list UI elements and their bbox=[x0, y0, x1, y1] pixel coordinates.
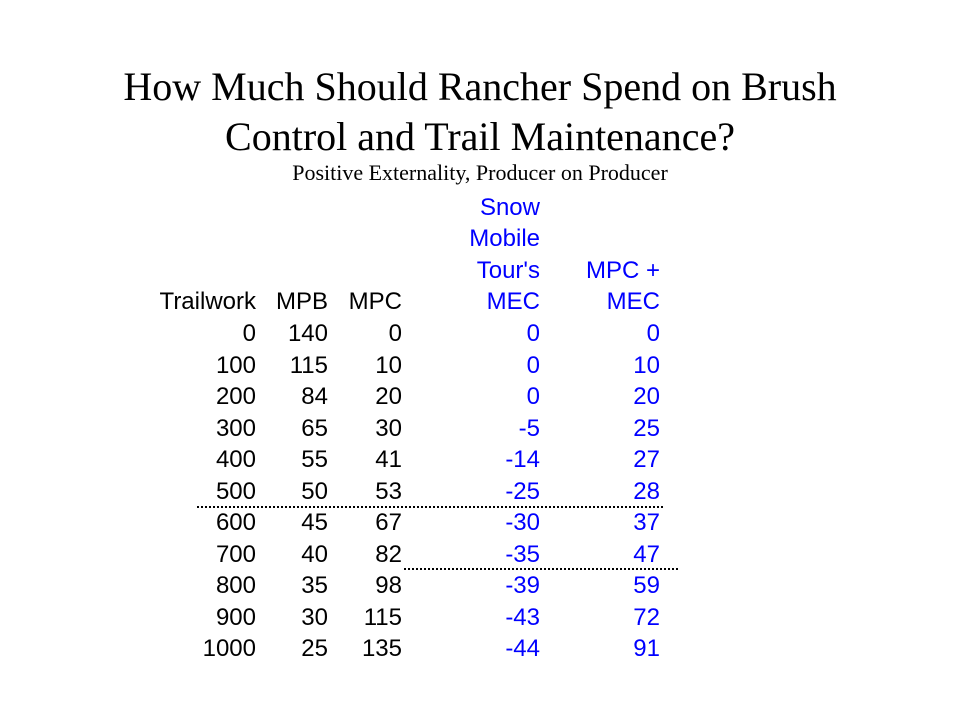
cell-mpc-plus-mec-row-7: 47 bbox=[633, 540, 660, 568]
cell-mpb-row-2: 84 bbox=[301, 383, 328, 410]
cell-mpb-row-3: 65 bbox=[301, 414, 328, 442]
cell-mpc-plus-mec-row-3: 25 bbox=[633, 414, 660, 442]
cell-mpc-row-5: 53 bbox=[375, 477, 402, 505]
cell-trailwork-row-1: 100 bbox=[215, 351, 256, 379]
cell-snow-mec-row-5: -25 bbox=[505, 477, 540, 505]
cell-trailwork-row-7: 700 bbox=[215, 540, 256, 568]
header-mpc-plus-mec-line-1: MPC + bbox=[585, 256, 660, 284]
cell-trailwork-row-9: 900 bbox=[215, 603, 256, 631]
cell-trailwork-row-10: 1000 bbox=[202, 635, 256, 662]
separator-line-optimum-private bbox=[197, 506, 663, 508]
cell-mpc-row-1: 10 bbox=[375, 351, 402, 379]
cell-snow-mec-row-1: 0 bbox=[526, 351, 540, 379]
cell-snow-mec-row-6: -30 bbox=[505, 509, 540, 536]
cell-mpc-plus-mec-row-8: 59 bbox=[633, 572, 660, 599]
cell-snow-mec-row-2: 0 bbox=[526, 383, 540, 410]
cell-mpb-row-7: 40 bbox=[301, 540, 328, 568]
cell-mpc-plus-mec-row-1: 10 bbox=[633, 351, 660, 379]
title-line-1: How Much Should Rancher Spend on Brush bbox=[123, 64, 837, 109]
header-snow-mec-line-2: Mobile bbox=[469, 225, 540, 252]
slide-title bbox=[0, 62, 960, 162]
cell-mpc-plus-mec-row-6: 37 bbox=[633, 509, 660, 536]
cell-mpb-row-1: 115 bbox=[289, 351, 328, 379]
title-line-2: Control and Trail Maintenance? bbox=[225, 114, 735, 159]
cell-mpc-plus-mec-row-2: 20 bbox=[633, 383, 660, 410]
cell-trailwork-row-3: 300 bbox=[215, 414, 256, 442]
slide-subtitle: Positive Externality, Producer on Producer bbox=[292, 160, 668, 185]
cell-mpb-row-9: 30 bbox=[301, 603, 328, 631]
cell-trailwork-row-8: 800 bbox=[215, 572, 256, 599]
cell-snow-mec-row-7: -35 bbox=[505, 540, 540, 568]
header-mpc-line-1: MPC bbox=[348, 288, 402, 315]
cell-mpb-row-4: 55 bbox=[301, 446, 328, 473]
cell-mpc-plus-mec-row-5: 28 bbox=[633, 477, 660, 505]
cell-mpc-row-7: 82 bbox=[375, 540, 402, 568]
cell-mpc-row-10: 135 bbox=[361, 635, 402, 662]
cell-mpc-row-4: 41 bbox=[375, 446, 402, 473]
cell-trailwork-row-0: 0 bbox=[242, 320, 256, 347]
header-trailwork-line-1: Trailwork bbox=[159, 288, 256, 315]
cell-mpc-plus-mec-row-10: 91 bbox=[633, 635, 660, 662]
cell-trailwork-row-2: 200 bbox=[215, 383, 256, 410]
cell-snow-mec-row-0: 0 bbox=[526, 320, 540, 347]
cell-snow-mec-row-9: -43 bbox=[505, 603, 540, 631]
header-snow-mec-line-1: Snow bbox=[479, 193, 540, 221]
cell-trailwork-row-5: 500 bbox=[215, 477, 256, 505]
cell-snow-mec-row-3: -5 bbox=[518, 414, 540, 442]
header-mpb-line-1: MPB bbox=[275, 288, 328, 315]
cell-trailwork-row-6: 600 bbox=[215, 509, 256, 536]
cell-mpc-row-9: 115 bbox=[363, 603, 402, 631]
cell-mpc-plus-mec-row-4: 27 bbox=[633, 446, 660, 473]
header-snow-mec-line-3: Tour's bbox=[476, 256, 540, 284]
cell-snow-mec-row-4: -14 bbox=[505, 446, 540, 473]
cell-mpb-row-0: 140 bbox=[287, 320, 328, 347]
cell-mpc-row-3: 30 bbox=[375, 414, 402, 442]
cell-snow-mec-row-10: -44 bbox=[505, 635, 540, 662]
header-snow-mec-line-4: MEC bbox=[486, 288, 540, 315]
header-mpc-plus-mec-line-2: MEC bbox=[606, 288, 660, 315]
cell-mpb-row-6: 45 bbox=[301, 509, 328, 536]
cell-mpc-plus-mec-row-0: 0 bbox=[646, 320, 660, 347]
cell-mpb-row-5: 50 bbox=[301, 477, 328, 505]
cell-mpc-plus-mec-row-9: 72 bbox=[633, 603, 660, 631]
cell-mpc-row-8: 98 bbox=[375, 572, 402, 599]
cell-mpb-row-8: 35 bbox=[301, 572, 328, 599]
cell-mpc-row-2: 20 bbox=[375, 383, 402, 410]
separator-line-optimum-social bbox=[404, 568, 678, 570]
cell-mpc-row-6: 67 bbox=[375, 509, 402, 536]
cell-mpb-row-10: 25 bbox=[301, 635, 328, 662]
cell-mpc-row-0: 0 bbox=[388, 320, 402, 347]
cell-snow-mec-row-8: -39 bbox=[505, 572, 540, 599]
cell-trailwork-row-4: 400 bbox=[215, 446, 256, 473]
